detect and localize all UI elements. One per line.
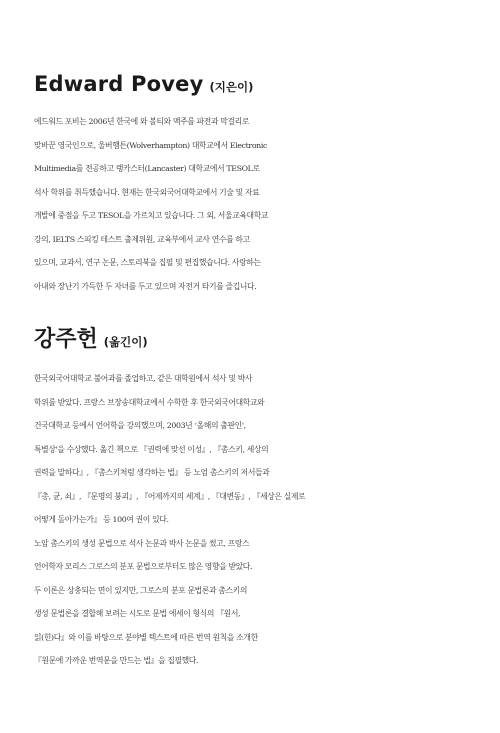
author-bio-line: 개발에 중점을 두고 TESOL을 가르치고 있습니다. 그 외, 서울교육대학교 (34, 211, 269, 220)
translator-bio-line: 특별상'을 수상했다. 옮긴 책으로 『권력에 맞선 이성』, 『촘스키, 세상의 (34, 444, 269, 454)
author-bio (34, 110, 474, 298)
translator-bio (34, 367, 474, 673)
translator-heading (34, 322, 474, 353)
translator-bio-line: 『원문에 가까운 번역문을 만드는 법』을 집필했다. (34, 656, 199, 665)
translator-bio-line: 한국외국어대학교 불어과를 졸업하고, 같은 대학원에서 석사 및 박사 (34, 374, 253, 383)
author-name: Edward Povey (34, 72, 204, 96)
translator-role: (옮긴이) (103, 335, 148, 349)
translator-name: 강주헌 (34, 327, 98, 352)
translator-bio-line: 언어학자 모리스 그로스의 분포 문법으로부터도 많은 영향을 받았다. (34, 562, 253, 571)
author-bio-line: 석사 학위를 취득했습니다. 현재는 한국외국어대학교에서 기술 및 자료 (34, 187, 260, 197)
author-bio-line: Multimedia를 전공하고 랭카스터(Lancaster) 대학교에서 TESOL로 (34, 164, 260, 173)
translator-bio-line: 노암 촘스키의 생성 문법으로 석사 논문과 박사 논문을 썼고, 프랑스 (34, 538, 250, 548)
translator-bio-line: 건국대학교 등에서 언어학을 강의했으며, 2003년 ‘올해의 출판인', (34, 421, 246, 430)
author-bio-line: 강의, IELTS 스피킹 테스트 출제위원, 교육부에서 교사 연수를 하고 (34, 234, 250, 244)
author-bio-line: 에드워드 포비는 2006년 한국에 와 볼티와 맥주를 파전과 막걸리로 (34, 117, 250, 126)
translator-bio-line: 두 이론은 상충되는 면이 있지만, 그로스의 분포 문법론과 촘스키의 (34, 585, 248, 595)
author-bio-line: 아내와 장난기 가득한 두 자녀를 두고 있으며 자전거 타기를 즐깁니다. (34, 281, 257, 291)
translator-bio-line: 『총, 균, 쇠』, 『문명의 붕괴』, 『어제까지의 세계』, 『대변동』, 『세상은 실제로 (34, 491, 306, 501)
author-section (34, 72, 474, 298)
author-role: (지은이) (209, 80, 254, 94)
author-heading (34, 72, 474, 96)
translator-section (34, 322, 474, 673)
author-bio-line: 있으며, 교과서, 연구 논문, 스토리북을 집필 및 편집했습니다. 사랑하는 (34, 258, 261, 267)
translator-bio-line: 학위를 받았다. 프랑스 브장송대학교에서 수학한 후 한국외국어대학교와 (34, 397, 265, 407)
translator-bio-line: 어떻게 돌아가는가』 등 100여 권이 있다. (34, 515, 169, 524)
translator-bio-line: 생성 문법론을 결합해 보려는 시도로 문법 에세이 형식의 『원서, (34, 609, 241, 618)
author-bio-line: 맞바꾼 영국인으로, 울버햄튼(Wolverhampton) 대학교에서 Electronic (34, 140, 267, 150)
translator-bio-line: 권력을 말하다』, 『촘스키처럼 생각하는 법』 등 노엄 촘스키의 저서들과 (34, 468, 270, 477)
translator-bio-line: 읽(힌)다』와 이를 바탕으로 분야별 텍스트에 따른 번역 원칙을 소개한 (34, 632, 258, 642)
